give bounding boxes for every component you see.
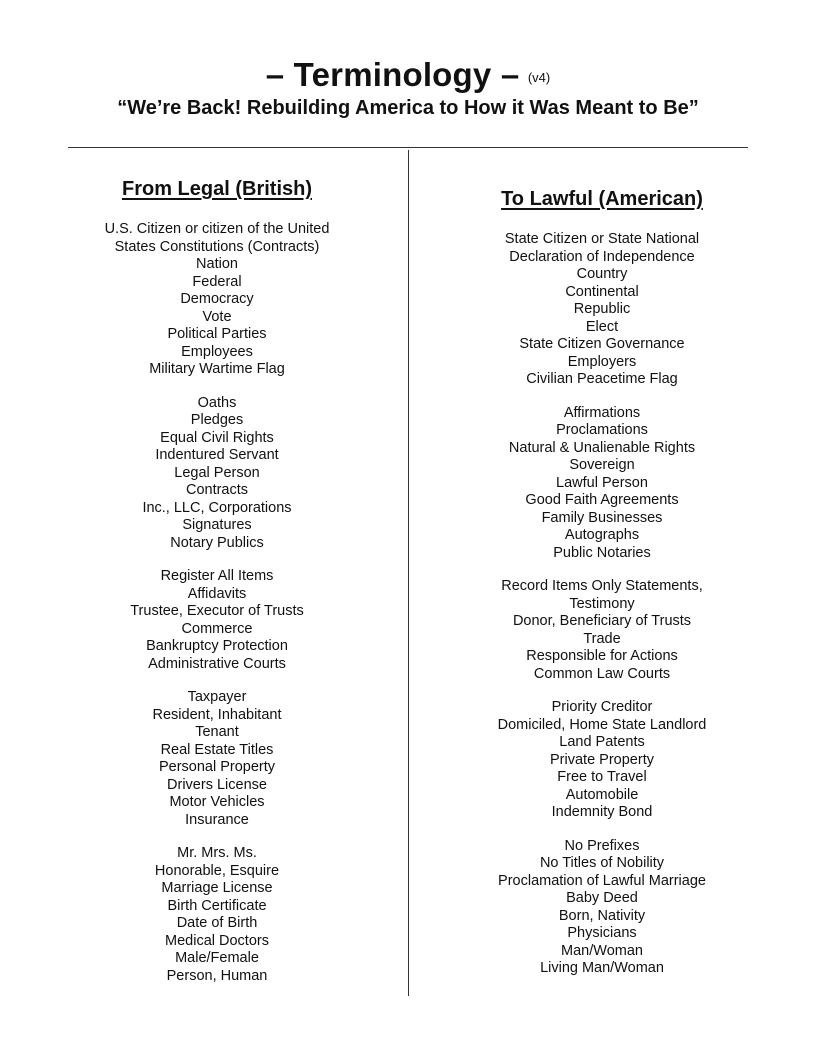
- term-item: Democracy: [180, 291, 254, 307]
- term-item: Civilian Peacetime Flag: [526, 371, 678, 387]
- term-item: Baby Deed: [566, 890, 638, 906]
- term-item: No Prefixes: [564, 837, 640, 854]
- term-group: [452, 699, 752, 822]
- term-item: Testimony: [569, 595, 635, 612]
- title-text: – Terminology –: [265, 56, 520, 93]
- term-item: Natural & Unalienable Rights: [508, 439, 696, 456]
- term-item: Free to Travel: [557, 769, 647, 785]
- term-item: Military Wartime Flag: [149, 361, 285, 377]
- term-item: Inc., LLC, Corporations: [142, 499, 292, 516]
- term-item: State Citizen or State National: [504, 231, 700, 247]
- term-item: Medical Doctors: [165, 932, 269, 949]
- term-group: [68, 845, 366, 985]
- term-group: [452, 231, 752, 389]
- term-item: Male/Female: [175, 950, 259, 966]
- term-item: Oaths: [197, 394, 237, 411]
- term-item: Public Notaries: [553, 544, 651, 561]
- term-group: [68, 689, 366, 829]
- term-item: Tenant: [195, 724, 239, 740]
- term-item: Personal Property: [158, 759, 276, 775]
- term-item: No Titles of Nobility: [539, 855, 665, 871]
- term-item: Honorable, Esquire: [154, 862, 280, 879]
- term-item: Indemnity Bond: [551, 804, 653, 820]
- term-group: [452, 838, 752, 978]
- term-item: Proclamation of Lawful Marriage: [498, 872, 706, 889]
- term-item: Taxpayer: [187, 689, 247, 705]
- lawful-column: [452, 186, 752, 994]
- term-group: [68, 395, 366, 553]
- term-item: Bankruptcy Protection: [146, 638, 288, 654]
- term-item: Autographs: [564, 527, 640, 543]
- term-item: Record Items Only Statements,: [501, 578, 703, 594]
- term-item: Sovereign: [569, 457, 635, 473]
- term-item: Automobile: [565, 786, 639, 803]
- term-item: Indentured Servant: [155, 447, 279, 463]
- term-item: Mr. Mrs. Ms.: [177, 845, 257, 861]
- term-item: Declaration of Independence: [509, 248, 695, 265]
- term-item: Resident, Inhabitant: [152, 706, 282, 723]
- term-item: Pledges: [190, 412, 244, 428]
- term-group: [68, 221, 366, 379]
- legal-term-groups: [68, 221, 366, 985]
- term-group: [452, 405, 752, 563]
- term-item: Political Parties: [167, 326, 267, 342]
- term-item: Country: [576, 266, 628, 282]
- term-item: Private Property: [550, 751, 654, 768]
- term-item: Employees: [181, 343, 253, 360]
- term-item: Marriage License: [161, 880, 273, 896]
- term-item: Affirmations: [563, 404, 641, 421]
- term-item: Vote: [202, 308, 232, 325]
- term-item: Man/Woman: [561, 942, 643, 959]
- term-item: States Constitutions (Contracts): [114, 238, 320, 255]
- term-item: Domiciled, Home State Landlord: [497, 716, 707, 733]
- page-subtitle: “We’re Back! Rebuilding America to How it Was Meant to Be”: [117, 97, 699, 119]
- term-item: Motor Vehicles: [169, 794, 265, 810]
- term-item: Date of Birth: [176, 915, 258, 931]
- term-item: Commerce: [181, 620, 253, 637]
- term-item: Proclamations: [556, 422, 648, 438]
- term-group: [68, 568, 366, 673]
- term-item: Donor, Beneficiary of Trusts: [512, 613, 692, 629]
- term-item: Continental: [565, 283, 639, 300]
- term-item: U.S. Citizen or citizen of the United: [104, 221, 330, 237]
- lawful-column-heading: To Lawful (American): [501, 188, 703, 210]
- term-item: Responsible for Actions: [526, 648, 678, 664]
- term-item: Drivers License: [167, 776, 267, 793]
- term-item: Good Faith Agreements: [525, 492, 679, 508]
- term-item: Federal: [192, 273, 242, 290]
- legal-column-heading: From Legal (British): [121, 178, 312, 200]
- column-divider: [408, 150, 409, 996]
- term-item: Born, Nativity: [558, 907, 646, 924]
- term-item: Land Patents: [559, 734, 645, 750]
- term-item: Contracts: [185, 482, 249, 498]
- term-item: Affidavits: [187, 585, 247, 602]
- term-item: Employers: [567, 353, 637, 370]
- term-item: Nation: [196, 256, 238, 272]
- term-item: Real Estate Titles: [160, 741, 274, 758]
- term-item: Physicians: [567, 925, 637, 941]
- legal-column: [68, 176, 366, 1001]
- term-item: Trustee, Executor of Trusts: [130, 603, 304, 619]
- term-item: Signatures: [182, 517, 252, 533]
- term-item: State Citizen Governance: [519, 336, 685, 352]
- term-item: Person, Human: [166, 967, 268, 984]
- term-item: Insurance: [185, 811, 249, 828]
- term-item: Register All Items: [160, 568, 274, 584]
- term-item: Elect: [585, 318, 619, 335]
- term-item: Lawful Person: [556, 474, 648, 491]
- term-item: Living Man/Woman: [540, 960, 664, 976]
- term-item: Republic: [573, 301, 631, 317]
- term-item: Notary Publics: [170, 534, 264, 551]
- term-item: Legal Person: [174, 464, 260, 481]
- term-item: Birth Certificate: [167, 897, 267, 914]
- term-item: Common Law Courts: [533, 665, 671, 682]
- horizontal-divider: [68, 147, 748, 148]
- term-item: Family Businesses: [541, 509, 663, 526]
- page-title: [0, 56, 816, 94]
- term-item: Priority Creditor: [551, 699, 653, 715]
- lawful-term-groups: [452, 231, 752, 978]
- version-label: (v4): [527, 70, 551, 85]
- term-item: Trade: [583, 630, 621, 647]
- term-item: Administrative Courts: [148, 655, 286, 672]
- term-group: [452, 578, 752, 683]
- term-item: Equal Civil Rights: [160, 429, 274, 446]
